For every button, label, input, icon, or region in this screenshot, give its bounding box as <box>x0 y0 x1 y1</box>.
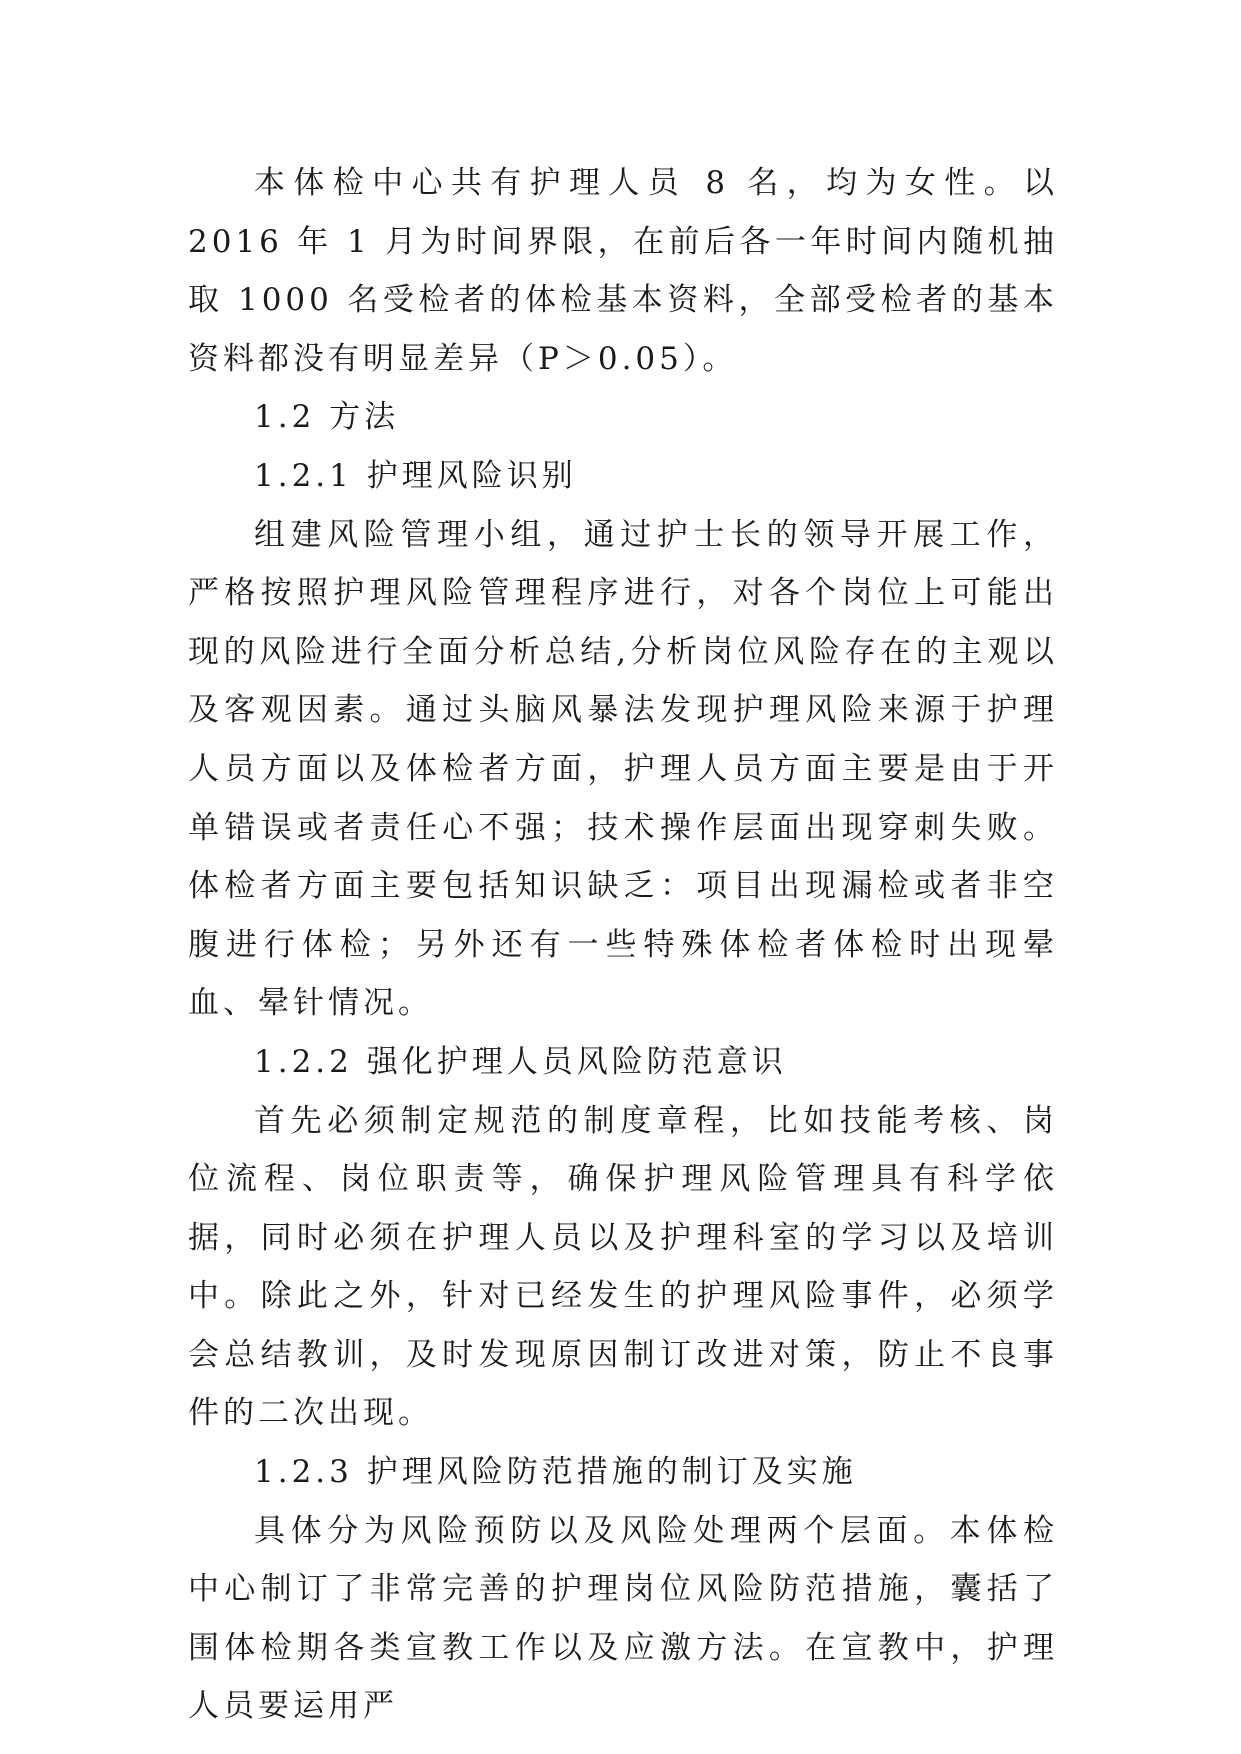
paragraph-risk-identification: 组建风险管理小组，通过护士长的领导开展工作，严格按照护理风险管理程序进行，对各个岗位上可能出现的风险进行全面分析总结,分析岗位风险存在的主观以及客观因素。通过头脑风暴法发现护理风险来源于护理人员方面以及体检者方面，护理人员方面主要是由于开单错误或者责任心不强；技术操作层面出现穿刺失败。体检者方面主要包括知识缺乏：项目出现漏检或者非空腹进行体检；另外还有一些特殊体检者体检时出现晕血、晕针情况。 <box>188 516 1058 1022</box>
document-page <box>188 154 1058 1736</box>
subsection-heading-risk-awareness: 1.2.2 强化护理人员风险防范意识 <box>254 1043 787 1080</box>
subsection-heading-prevention-measures: 1.2.3 护理风险防范措施的制订及实施 <box>254 1454 857 1491</box>
subsection-heading-risk-identification: 1.2.1 护理风险识别 <box>254 457 577 494</box>
paragraph-prevention-measures: 具体分为风险预防以及风险处理两个层面。本体检中心制订了非常完善的护理岗位风险防范措施，囊括了围体检期各类宣教工作以及应激方法。在宣教中，护理人员要运用严 <box>188 1512 1058 1725</box>
paragraph-risk-awareness: 首先必须制定规范的制度章程，比如技能考核、岗位流程、岗位职责等，确保护理风险管理具有科学依据，同时必须在护理人员以及护理科室的学习以及培训中。除此之外，针对已经发生的护理风险事件，必须学会总结教训，及时发现原因制订改进对策，防止不良事件的二次出现。 <box>188 1102 1058 1432</box>
paragraph-subjects: 本体检中心共有护理人员 8 名，均为女性。以 2016 年 1 月为时间界限，在前后各一年时间内随机抽取 1000 名受检者的体检基本资料，全部受检者的基本资料都没有明显差异（P＞0.05）。 <box>188 165 1058 377</box>
section-heading-methods: 1.2 方法 <box>254 399 400 436</box>
